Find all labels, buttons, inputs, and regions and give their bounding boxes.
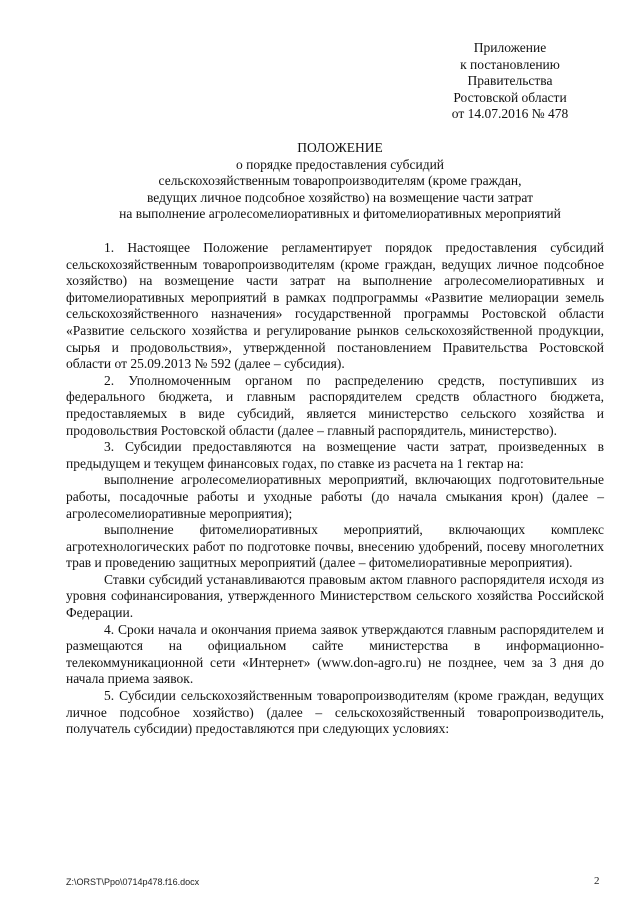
document-title	[60, 140, 620, 223]
title-line: сельскохозяйственным товаропроизводителям (кроме граждан,	[158, 173, 522, 189]
appendix-line: от 14.07.2016 № 478	[451, 106, 569, 122]
paragraph-3-item-phyto: выполнение фитомелиоративных мероприятий, включающих комплекс агротехнологических работ по подготовке почвы, внесению удобрений, посеву многолетних трав и проведению защитных мероприятий (далее – фитомелиоративные мероприятия).	[66, 522, 604, 571]
appendix-block	[415, 40, 605, 123]
title-line: на выполнение агролесомелиоративных и фитомелиоративных мероприятий	[119, 206, 561, 222]
paragraph-3-item-agro: выполнение агролесомелиоративных мероприятий, включающих подготовительные работы, посадочные работы и уходные работы (до начала смыкания крон) (далее – агролесомелиоративные мероприятия);	[66, 472, 604, 521]
page-number: 2	[594, 875, 600, 887]
paragraph-2: 2. Уполномоченным органом по распределению средств, поступивших из федерального бюджета, и главным распорядителем средств областного бюджета, предоставляемых в виде субсидий, является министерство сельского хозяйства и продовольствия Ростовской области (далее – главный распорядитель, министерство).	[66, 372, 604, 438]
paragraph-1: 1. Настоящее Положение регламентирует порядок предоставления субсидий сельскохозяйственным товаропроизводителям (кроме граждан, ведущих личное подсобное хозяйство) на возмещение части затрат на выполнение агролесомелиоративных и фитомелиоративных мероприятий в рамках подпрограммы «Развитие мелиорации земель сельскохозяйственного назначения» государственной программы Ростовской области «Развитие сельского хозяйства и регулирование рынков сельскохозяйственной продукции, сырья и продовольствия», утвержденной постановлением Правительства Ростовской области от 25.09.2013 № 592 (далее – субсидия).	[66, 240, 604, 372]
appendix-line: к постановлению	[460, 56, 560, 72]
paragraph-5: 5. Субсидии сельскохозяйственным товаропроизводителям (кроме граждан, ведущих личное подсобное хозяйство) (далее – сельскохозяйственный товаропроизводитель, получатель субсидии) предоставляются при следующих условиях:	[66, 688, 604, 737]
appendix-line: Ростовской области	[453, 89, 567, 105]
title-line: ПОЛОЖЕНИЕ	[297, 140, 383, 155]
paragraph-3: 3. Субсидии предоставляются на возмещение части затрат, произведенных в предыдущем и текущем финансовых годах, по ставке из расчета на 1 гектар на:	[66, 439, 604, 471]
document-body	[66, 240, 604, 738]
title-line: ведущих личное подсобное хозяйство) на возмещение части затрат	[147, 189, 533, 205]
title-line: о порядке предоставления субсидий	[235, 156, 445, 172]
appendix-line: Правительства	[467, 73, 553, 89]
paragraph-3-rates: Ставки субсидий устанавливаются правовым актом главного распорядителя исходя из уровня софинансирования, утвержденного Министерством сельского хозяйства Российской Федерации.	[66, 571, 604, 621]
footer-file-path: Z:\ORST\Ppo\0714p478.f16.docx	[66, 877, 200, 887]
appendix-line: Приложение	[473, 40, 547, 55]
paragraph-4: 4. Сроки начала и окончания приема заявок утверждаются главным распорядителем и размещаются на официальном сайте министерства в информационно-телекоммуникационной сети «Интернет» (www.don-agro.ru) не позднее, чем за 3 дня до начала приема заявок.	[66, 621, 604, 687]
